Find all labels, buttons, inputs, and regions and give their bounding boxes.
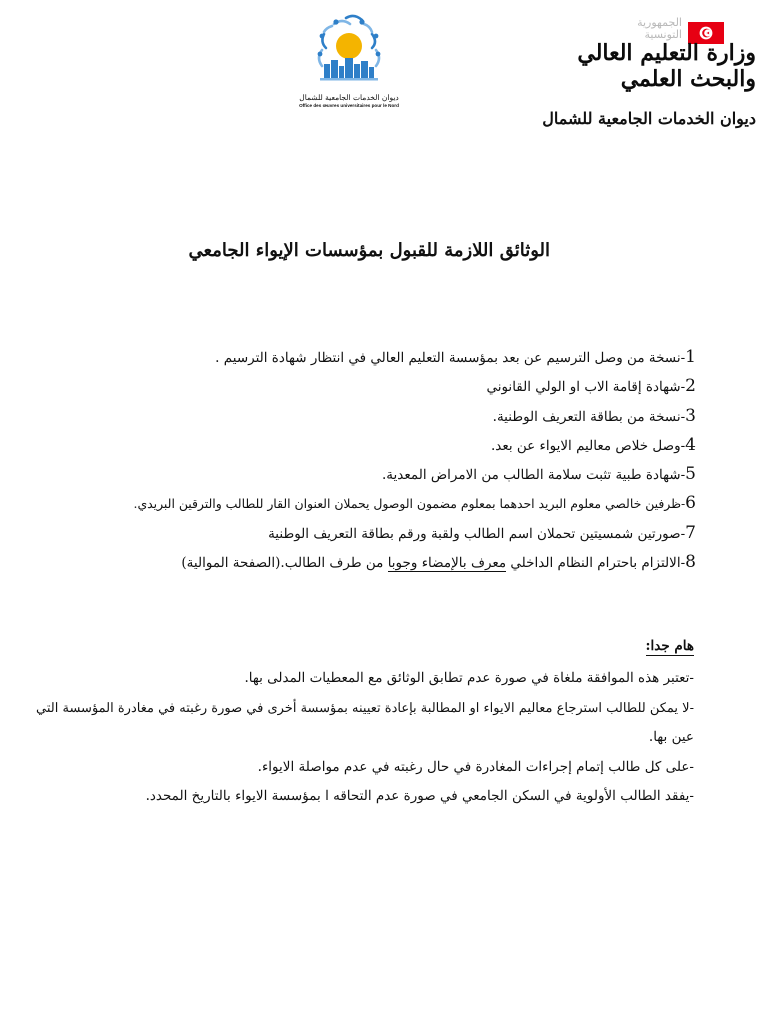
office-logo-arabic-text: ديوان الخدمات الجامعية للشمال	[299, 93, 399, 102]
notes-list	[36, 664, 694, 812]
document-title: الوثائق اللازمة للقبول بمؤسسات الإيواء الجامعي	[188, 240, 550, 261]
notes-title	[540, 634, 694, 658]
list-item	[60, 343, 696, 372]
office-name: ديوان الخدمات الجامعية للشمال	[542, 109, 756, 128]
list-item	[60, 372, 696, 401]
item-text: -شهادة طبية تثبت سلامة الطالب من الامراض المعدية.	[382, 467, 686, 484]
note-line: عين بها.	[648, 729, 694, 745]
item-text: -صورتين شمسيتين تحملان اسم الطالب ولقبة ورقم بطاقة التعريف الوطنية	[268, 525, 686, 542]
item-number: 5	[685, 464, 696, 485]
item-text: -نسخة من وصل الترسيم عن بعد بمؤسسة التعليم العالي في انتظار شهادة الترسيم .	[215, 350, 686, 366]
list-item	[60, 489, 696, 518]
required-documents-list	[60, 343, 696, 577]
item-text-underlined: معرف بالإمضاء وجوبا	[387, 555, 507, 572]
item-text: -شهادة إقامة الاب او الولي القانوني	[486, 379, 686, 396]
item-number: 8	[685, 552, 696, 573]
list-item	[60, 519, 696, 548]
note-line: -لا يمكن للطالب استرجاع معاليم الايواء او المطالبة بإعادة تعيينه بمؤسسة أخرى في صورة رغبته في مغادرة المؤسسة التي	[36, 700, 694, 716]
item-number: 3	[685, 405, 696, 426]
item-number: 7	[685, 522, 696, 543]
list-item	[60, 548, 696, 577]
ministry-title: وزارة التعليم العالي والبحث العلمي	[577, 40, 756, 92]
list-item	[60, 431, 696, 460]
item-number: 2	[685, 376, 696, 397]
item-text: -ظرفين خالصي معلوم البريد احدهما بمعلوم مضمون الوصول يحملان العنوان القار للطالب والترقين البريدي.	[133, 496, 686, 512]
office-logo-icon	[312, 14, 386, 90]
office-logo	[286, 14, 412, 106]
item-number: 6	[685, 493, 696, 514]
item-text: -وصل خلاص معاليم الايواء عن بعد.	[490, 437, 686, 454]
list-item	[60, 460, 696, 489]
item-number: 1	[685, 347, 696, 367]
note-line: -يفقد الطالب الأولوية في السكن الجامعي في صورة عدم التحاقه ا بمؤسسة الايواء بالتاريخ المحدد.	[145, 788, 694, 804]
republic-label: الجمهورية التونسية	[637, 16, 682, 41]
item-text: -نسخة من بطاقة التعريف الوطنية.	[492, 408, 686, 425]
item-number: 4	[685, 434, 696, 455]
item-text-after: من طرف الطالب.(الصفحة الموالية)	[181, 555, 388, 572]
item-text-before: -الالتزام باحترام النظام الداخلي	[506, 555, 686, 572]
office-logo-french-text: Office des œuvres universitaires pour le Nord	[299, 103, 399, 108]
note-line: -على كل طالب إتمام إجراءات المغادرة في حال رغبته في عدم مواصلة الايواء.	[257, 758, 694, 775]
note-line: -تعتبر هذه الموافقة ملغاة في صورة عدم تطابق الوثائق مع المعطيات المدلى بها.	[244, 670, 694, 686]
notes-title-text: هام جدا:	[645, 638, 694, 654]
list-item	[60, 402, 696, 431]
